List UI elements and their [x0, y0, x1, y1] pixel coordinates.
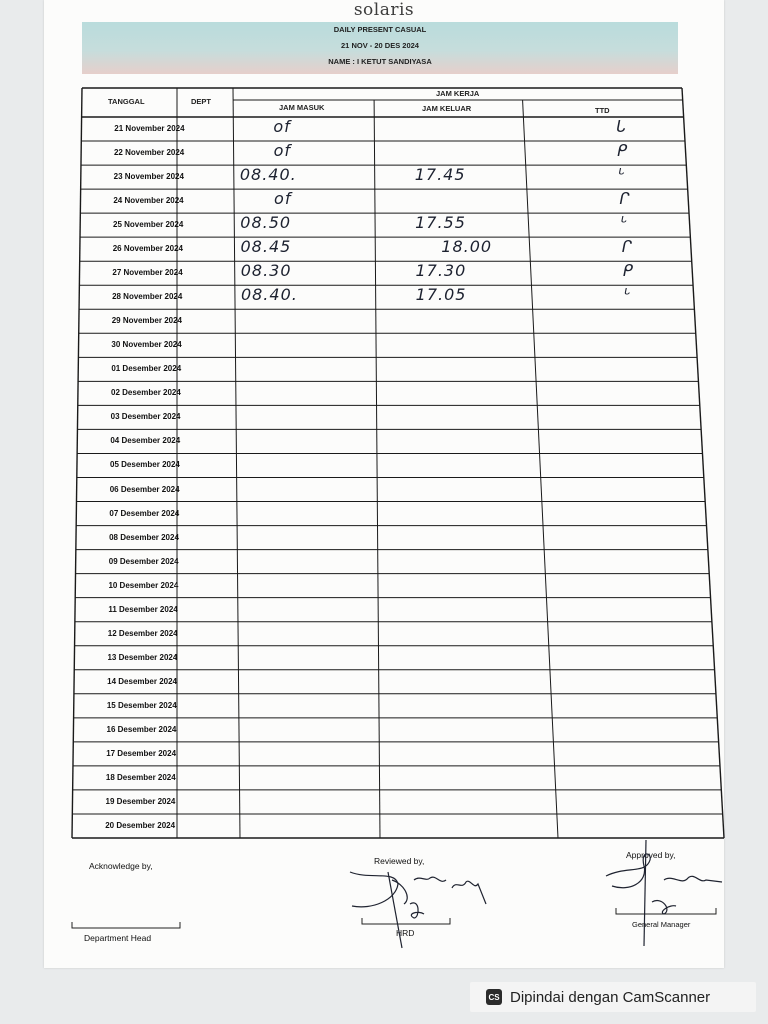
- row-date: 04 Desember 2024: [110, 436, 181, 446]
- header-dept: DEPT: [191, 97, 212, 106]
- row-date: 18 Desember 2024: [105, 772, 176, 782]
- row-date: 24 November 2024: [113, 196, 184, 206]
- department-head-label: Department Head: [84, 933, 152, 943]
- row-date: 27 November 2024: [112, 268, 183, 278]
- row-date: 25 November 2024: [113, 220, 184, 230]
- row-date: 11 Desember 2024: [108, 604, 178, 614]
- hrd-signature-drawing: [350, 872, 486, 948]
- row-date: 09 Desember 2024: [108, 556, 179, 566]
- jam-masuk-value: 08.40.: [240, 285, 298, 305]
- approved-label: Approved by,: [626, 850, 676, 860]
- row-date: 30 November 2024: [111, 340, 182, 350]
- ttd-signature-mark: ᑭ: [617, 141, 628, 161]
- row-date: 03 Desember 2024: [110, 412, 181, 422]
- row-date: 14 Desember 2024: [107, 676, 177, 686]
- brand-logo-text: solaris: [353, 0, 415, 20]
- row-date: 07 Desember 2024: [109, 508, 180, 518]
- ttd-signature-mark: ᑭ: [622, 261, 633, 281]
- row-date: 13 Desember 2024: [107, 652, 178, 662]
- jam-masuk-value: 08.30: [240, 261, 292, 281]
- department-head-bracket: [72, 922, 180, 928]
- gm-signature-drawing: [606, 840, 722, 946]
- row-date: 05 Desember 2024: [110, 460, 180, 470]
- ttd-signature-mark: ᒡ: [620, 213, 628, 233]
- row-date: 02 Desember 2024: [111, 388, 181, 398]
- row-date: 29 November 2024: [111, 316, 182, 326]
- ttd-signature-mark: ᒡ: [624, 285, 631, 305]
- ttd-signature-mark: ᒋ: [621, 237, 632, 257]
- form-title: DAILY PRESENT CASUAL: [333, 25, 427, 34]
- header-jam-masuk: JAM MASUK: [279, 103, 325, 112]
- employee-name: NAME : I KETUT SANDIYASA: [328, 57, 432, 66]
- jam-masuk-value: of: [273, 117, 291, 137]
- row-date: 28 November 2024: [112, 292, 183, 302]
- jam-masuk-value: 08.45: [240, 237, 292, 257]
- row-date: 10 Desember 2024: [108, 580, 179, 590]
- jam-masuk-value: of: [273, 141, 292, 161]
- row-date: 26 November 2024: [112, 244, 183, 254]
- row-date: 15 Desember 2024: [106, 700, 177, 710]
- row-date: 19 Desember 2024: [105, 796, 176, 806]
- hrd-label: HRD: [396, 928, 415, 938]
- jam-masuk-value: 08.50: [240, 213, 292, 233]
- jam-keluar-value: 17.55: [415, 213, 466, 233]
- jam-keluar-value: 17.05: [415, 285, 467, 305]
- row-date: 20 Desember 2024: [105, 820, 176, 830]
- header-ttd: TTD: [595, 106, 610, 115]
- ttd-signature-mark: ᒋ: [619, 189, 630, 209]
- header-jam-keluar: JAM KELUAR: [422, 104, 472, 113]
- ttd-signature-mark: ᒐ: [615, 117, 627, 137]
- jam-keluar-value: 17.45: [414, 165, 466, 185]
- jam-keluar-value: 17.30: [415, 261, 467, 281]
- hrd-bracket: [362, 918, 450, 924]
- reviewed-label: Reviewed by,: [374, 856, 425, 866]
- row-date: 08 Desember 2024: [109, 532, 179, 542]
- row-date: 12 Desember 2024: [107, 628, 178, 638]
- acknowledge-label: Acknowledge by,: [89, 861, 153, 871]
- row-date: 22 November 2024: [113, 148, 185, 158]
- row-date: 23 November 2024: [113, 172, 184, 182]
- row-date: 06 Desember 2024: [109, 484, 180, 494]
- header-tanggal: TANGGAL: [108, 97, 145, 106]
- camscanner-banner: [470, 982, 756, 1012]
- general-manager-label: General Manager: [632, 920, 691, 929]
- header-jam-kerja: JAM KERJA: [436, 89, 480, 98]
- row-date: 01 Desember 2024: [111, 364, 182, 374]
- jam-masuk-value: 08.40.: [239, 165, 297, 185]
- jam-keluar-value: 18.00: [441, 237, 493, 257]
- row-date: 21 November 2024: [114, 124, 185, 134]
- form-period: 21 NOV - 20 DES 2024: [341, 41, 419, 50]
- row-date: 17 Desember 2024: [106, 748, 177, 758]
- camscanner-text: Dipindai dengan CamScanner: [510, 988, 711, 1006]
- ttd-signature-mark: ᒡ: [618, 165, 626, 185]
- camscanner-logo-icon: CS: [486, 989, 502, 1005]
- row-date: 16 Desember 2024: [106, 724, 177, 734]
- jam-masuk-value: of: [274, 189, 292, 209]
